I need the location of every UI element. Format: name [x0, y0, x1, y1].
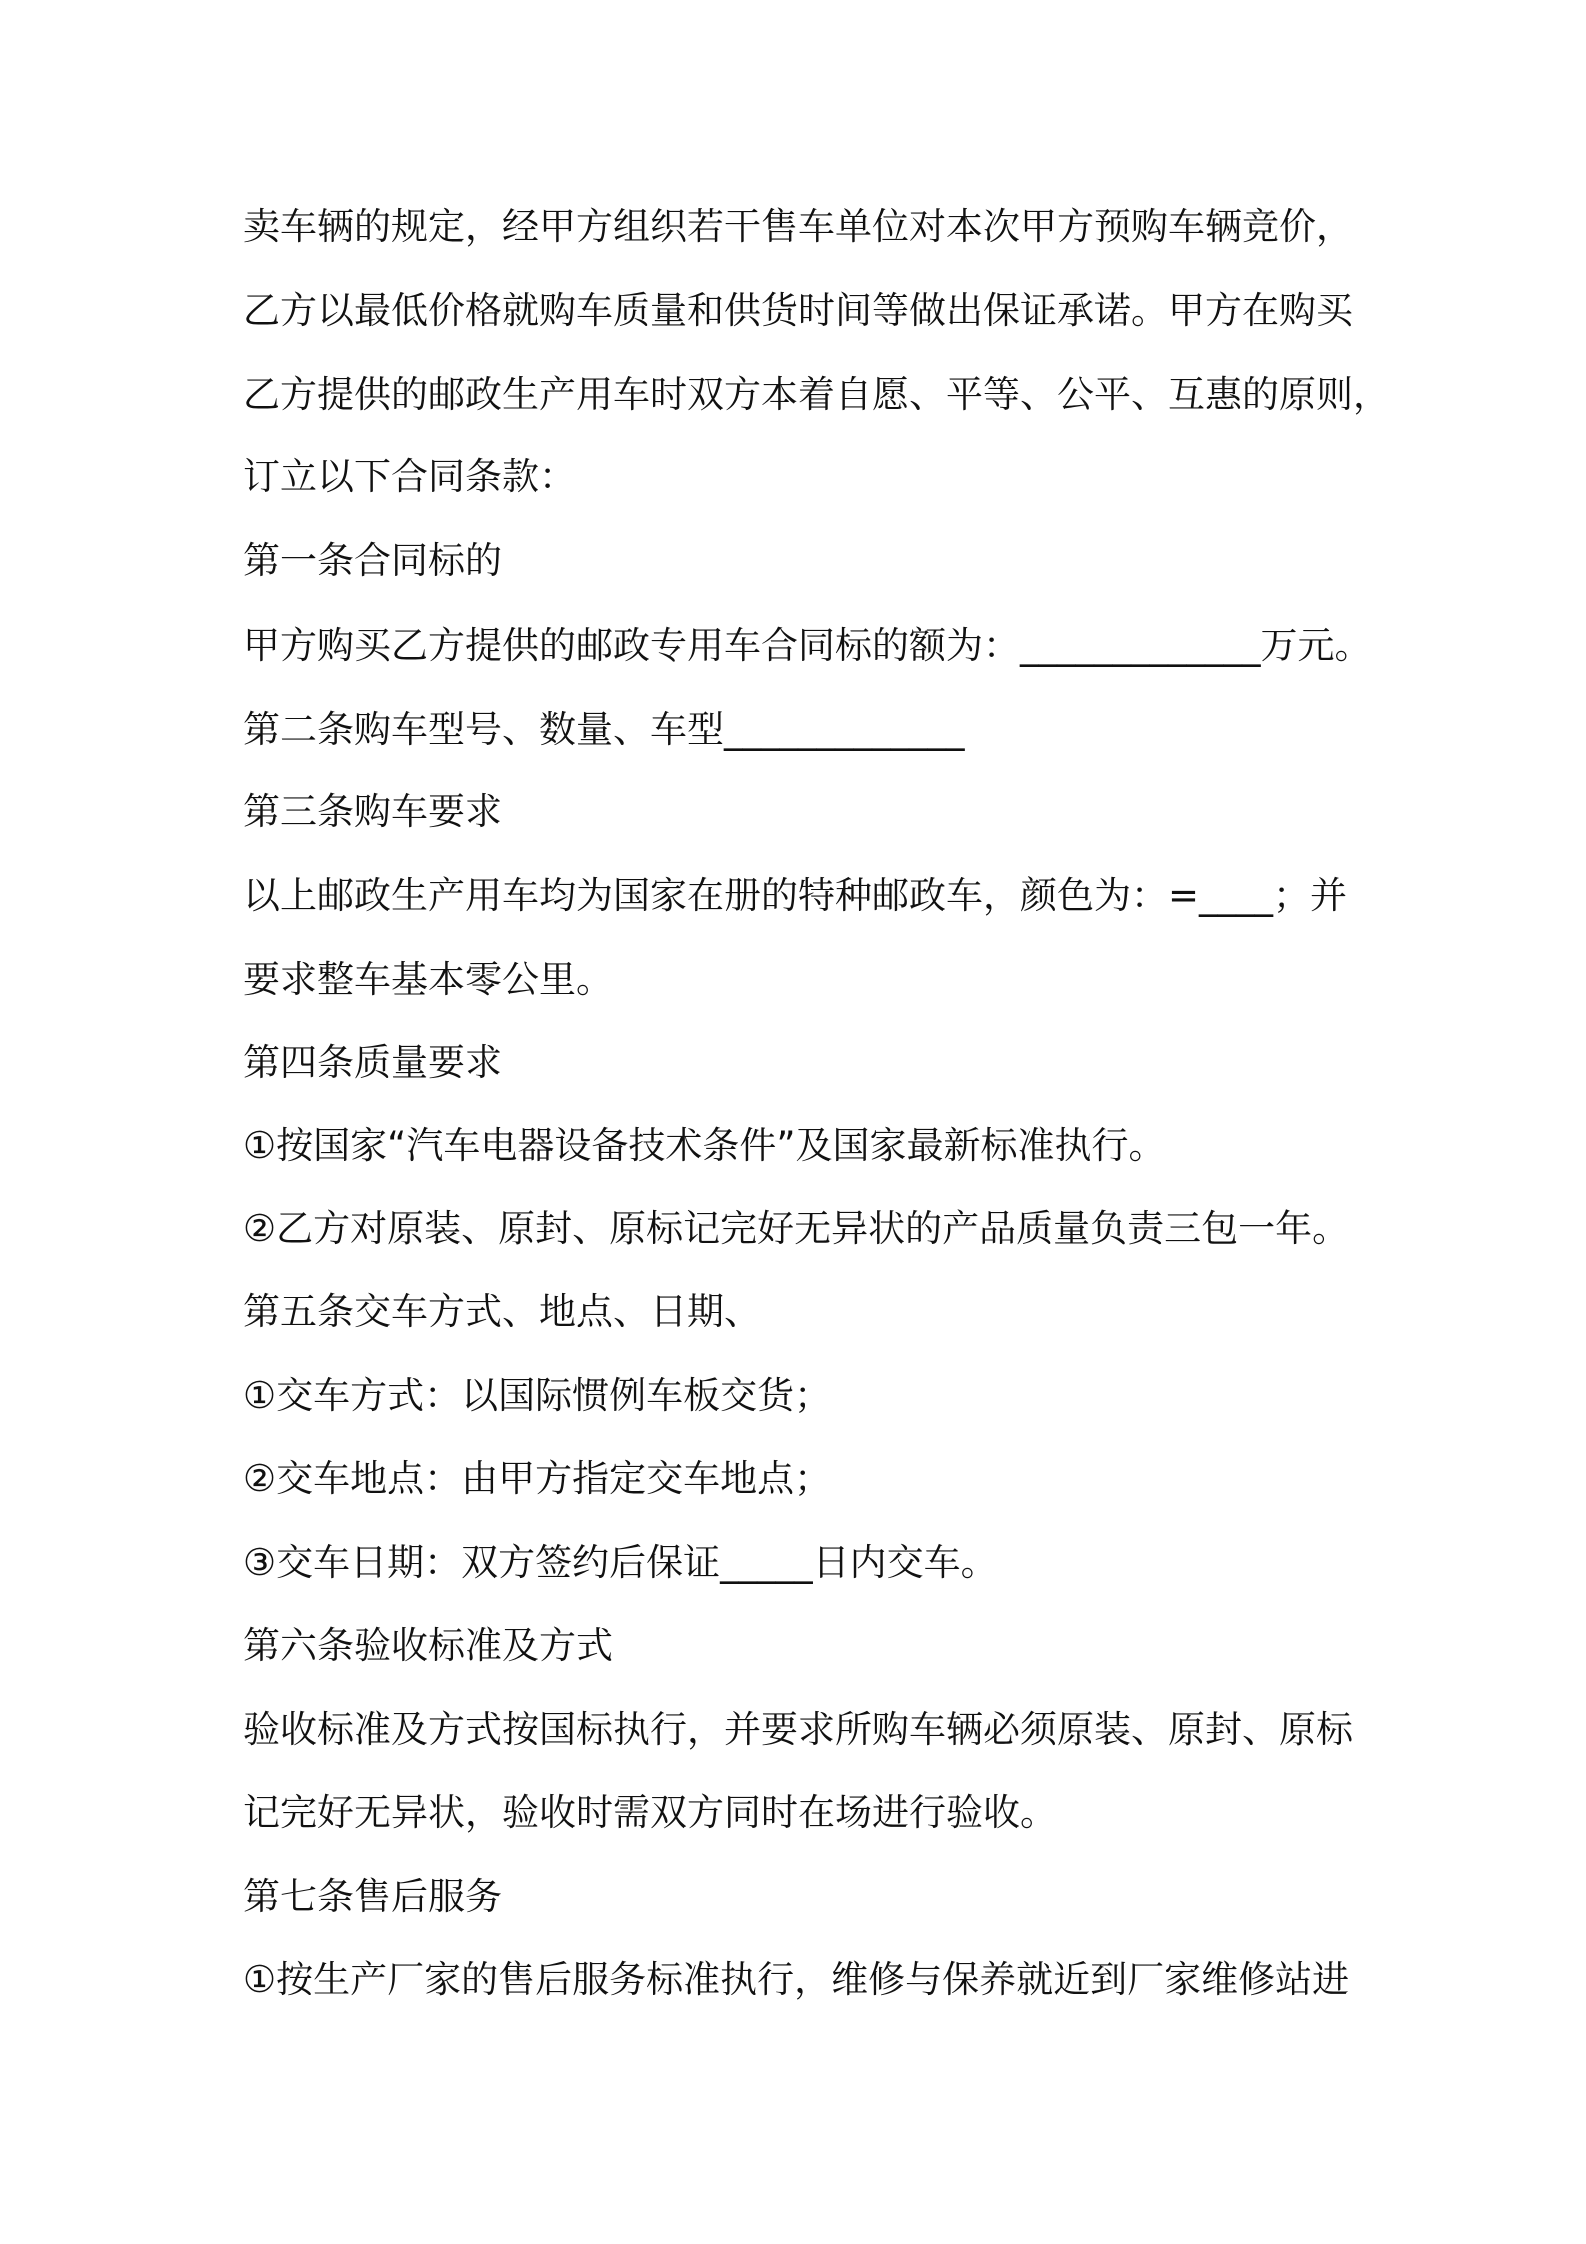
- body-text-line: 以上邮政生产用车均为国家在册的特种邮政车，颜色为：=____；并: [243, 874, 1348, 917]
- body-text-line: 乙方以最低价格就购车质量和供货时间等做出保证承诺。甲方在购买: [243, 289, 1353, 332]
- list-item: ①按国家“汽车电器设备技术条件”及国家最新标准执行。: [243, 1124, 1166, 1167]
- list-item: ③交车日期：双方签约后保证_____日内交车。: [243, 1541, 998, 1584]
- article-heading: 第六条验收标准及方式: [243, 1624, 613, 1667]
- body-text-line: 订立以下合同条款：: [243, 455, 576, 498]
- body-text-line: 要求整车基本零公里。: [243, 958, 613, 1001]
- body-text-line: 乙方提供的邮政生产用车时双方本着自愿、平等、公平、互惠的原则，: [243, 373, 1390, 416]
- article-heading: 第二条购车型号、数量、车型_____________: [243, 708, 965, 751]
- article-heading: 第四条质量要求: [243, 1041, 502, 1084]
- body-text-line: 记完好无异状，验收时需双方同时在场进行验收。: [243, 1791, 1057, 1834]
- article-heading: 第一条合同标的: [243, 539, 502, 582]
- article-heading: 第五条交车方式、地点、日期、: [243, 1290, 761, 1333]
- list-item: ②乙方对原装、原封、原标记完好无异状的产品质量负责三包一年。: [243, 1207, 1350, 1250]
- body-text-line: 验收标准及方式按国标执行，并要求所购车辆必须原装、原封、原标: [243, 1708, 1353, 1751]
- body-text-line: 卖车辆的规定，经甲方组织若干售车单位对本次甲方预购车辆竞价，: [243, 205, 1353, 248]
- list-item: ①交车方式：以国际惯例车板交货；: [243, 1374, 832, 1417]
- article-heading: 第三条购车要求: [243, 790, 502, 833]
- article-heading: 第七条售后服务: [243, 1875, 502, 1918]
- body-text-line: 甲方购买乙方提供的邮政专用车合同标的额为：_____________万元。: [243, 624, 1372, 667]
- list-item: ②交车地点：由甲方指定交车地点；: [243, 1457, 832, 1500]
- list-item: ①按生产厂家的售后服务标准执行，维修与保养就近到厂家维修站进: [243, 1958, 1350, 2001]
